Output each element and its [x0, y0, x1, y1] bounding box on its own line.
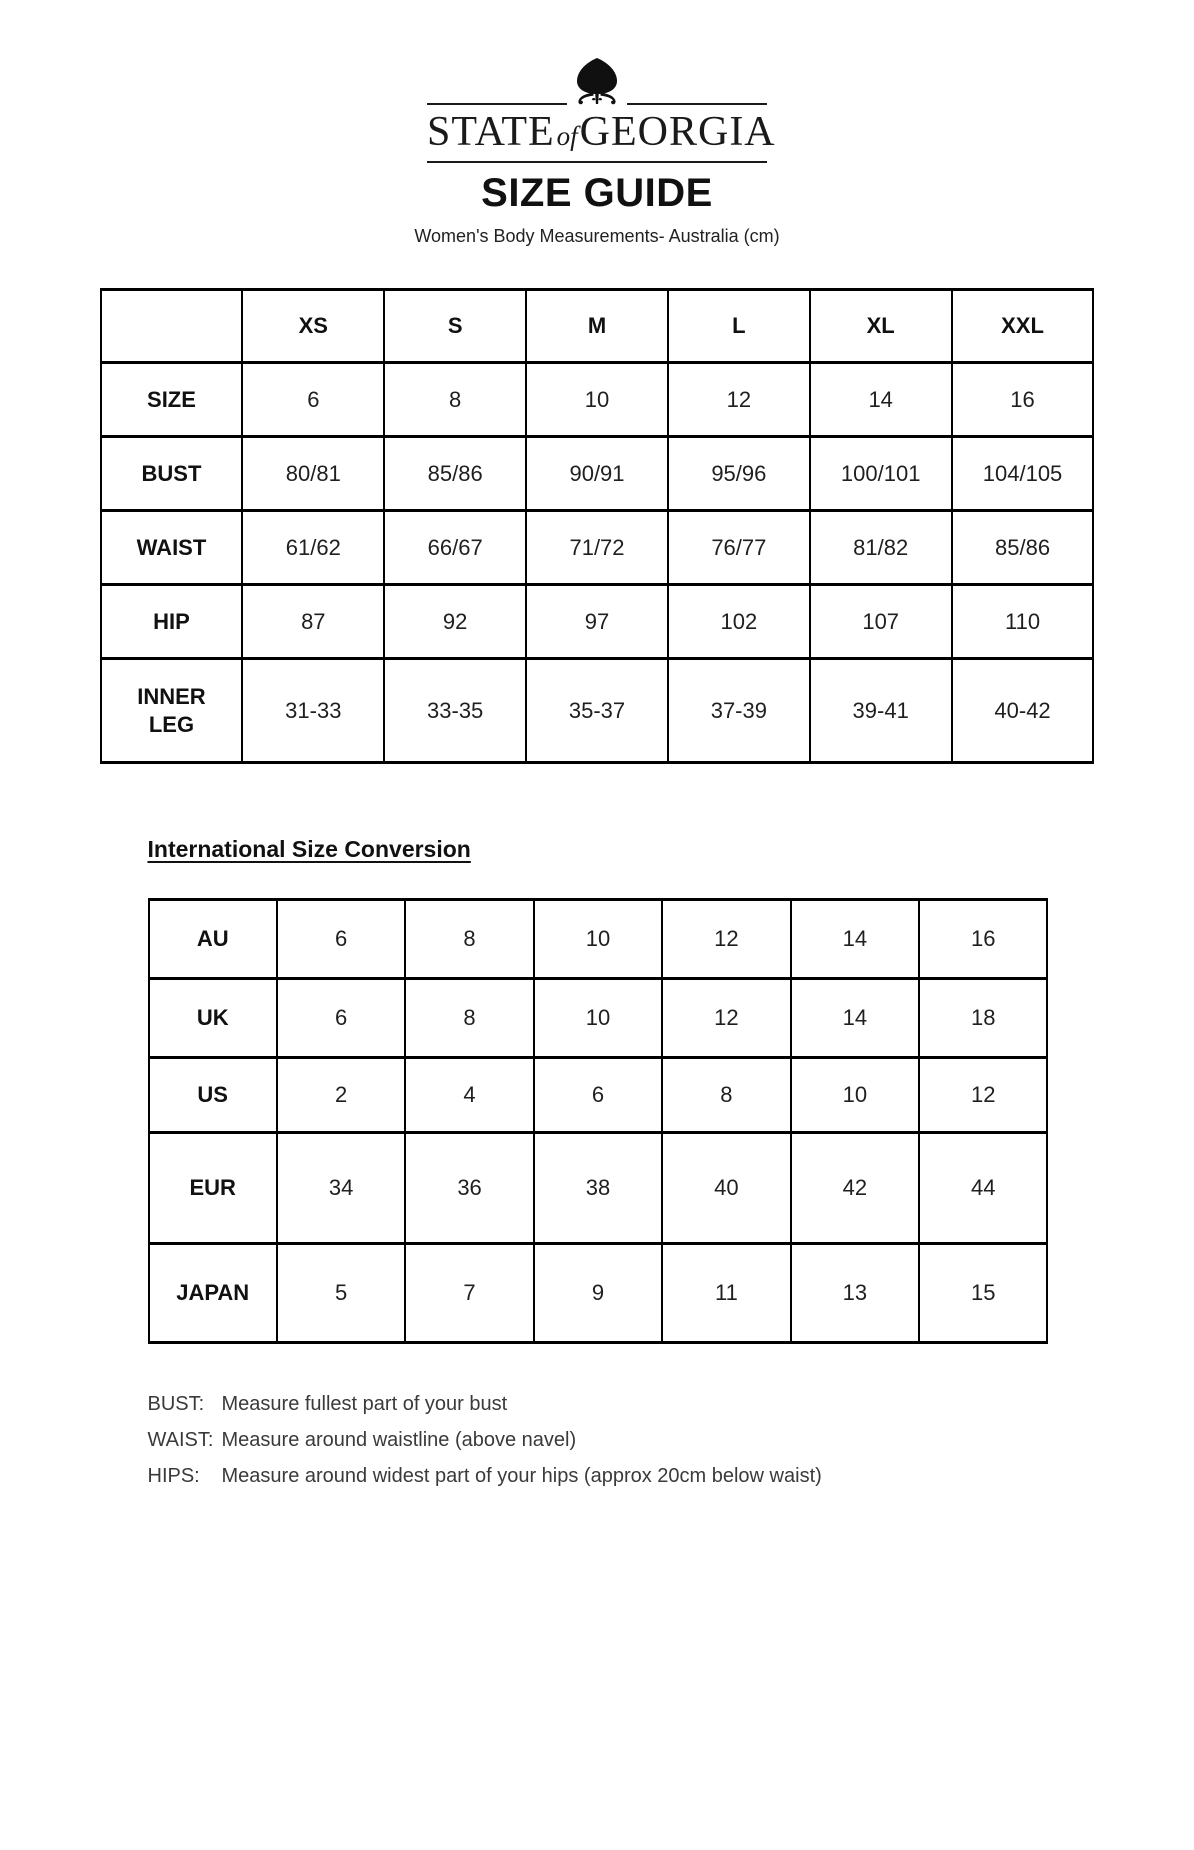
- tree-icon: [567, 58, 627, 105]
- cell-value: 71/72: [526, 511, 668, 585]
- measurement-notes: [148, 1386, 1047, 1494]
- cell-value: 15: [919, 1244, 1047, 1343]
- row-label: EUR: [149, 1133, 277, 1244]
- cell-value: 6: [534, 1058, 662, 1133]
- cell-value: 95/96: [668, 437, 810, 511]
- cell-value: 76/77: [668, 511, 810, 585]
- cell-value: 61/62: [242, 511, 384, 585]
- row-au: [149, 900, 1048, 979]
- cell-value: 110: [952, 585, 1094, 659]
- cell-value: 38: [534, 1133, 662, 1244]
- page-subtitle: Women's Body Measurements- Australia (cm): [414, 226, 780, 246]
- cell-value: 12: [662, 979, 790, 1058]
- brand-name-suffix: GEORGIA: [579, 109, 776, 155]
- cell-value: 10: [534, 979, 662, 1058]
- cell-value: 7: [405, 1244, 533, 1343]
- cell-value: 8: [405, 979, 533, 1058]
- note-waist: [148, 1422, 1047, 1458]
- row-bust: [101, 437, 1094, 511]
- cell-value: 6: [242, 363, 384, 437]
- cell-value: 8: [384, 363, 526, 437]
- cell-value: 14: [791, 900, 919, 979]
- row-uk: [149, 979, 1048, 1058]
- header-cell-xxl: XXL: [952, 290, 1094, 363]
- row-us: [149, 1058, 1048, 1133]
- cell-value: 16: [919, 900, 1047, 979]
- cell-value: 10: [791, 1058, 919, 1133]
- row-inner-leg: [101, 659, 1094, 763]
- header-cell-xs: XS: [242, 290, 384, 363]
- row-label: AU: [149, 900, 277, 979]
- row-label: JAPAN: [149, 1244, 277, 1343]
- cell-value: 6: [277, 900, 405, 979]
- cell-value: 12: [919, 1058, 1047, 1133]
- cell-value: 104/105: [952, 437, 1094, 511]
- note-bust: [148, 1386, 1047, 1422]
- cell-value: 37-39: [668, 659, 810, 763]
- measurements-table: [100, 288, 1095, 764]
- row-label: WAIST: [101, 511, 243, 585]
- cell-value: 14: [791, 979, 919, 1058]
- row-label: UK: [149, 979, 277, 1058]
- cell-value: 85/86: [384, 437, 526, 511]
- cell-value: 80/81: [242, 437, 384, 511]
- note-label: WAIST:: [147, 1429, 214, 1451]
- cell-value: 102: [668, 585, 810, 659]
- cell-value: 40-42: [952, 659, 1094, 763]
- header-cell-l: L: [668, 290, 810, 363]
- cell-value: 6: [277, 979, 405, 1058]
- cell-value: 4: [405, 1058, 533, 1133]
- cell-value: 44: [919, 1133, 1047, 1244]
- cell-value: 18: [919, 979, 1047, 1058]
- brand-logo: [427, 58, 776, 163]
- row-label: US: [149, 1058, 277, 1133]
- cell-value: 35-37: [526, 659, 668, 763]
- header-cell-m: M: [526, 290, 668, 363]
- row-label: BUST: [101, 437, 243, 511]
- page-title: SIZE GUIDE: [481, 171, 713, 215]
- header-cell-empty: [101, 290, 243, 363]
- note-label: HIPS:: [147, 1465, 200, 1487]
- cell-value: 40: [662, 1133, 790, 1244]
- note-label: BUST:: [147, 1393, 205, 1415]
- brand-name: [427, 103, 776, 159]
- row-japan: [149, 1244, 1048, 1343]
- cell-value: 12: [668, 363, 810, 437]
- cell-value: 90/91: [526, 437, 668, 511]
- cell-value: 34: [277, 1133, 405, 1244]
- cell-value: 16: [952, 363, 1094, 437]
- cell-value: 87: [242, 585, 384, 659]
- brand-name-prefix: STATE: [427, 109, 555, 155]
- cell-value: 10: [526, 363, 668, 437]
- row-waist: [101, 511, 1094, 585]
- cell-value: 5: [277, 1244, 405, 1343]
- cell-value: 12: [662, 900, 790, 979]
- cell-value: 31-33: [242, 659, 384, 763]
- logo-rule-bottom: [427, 161, 767, 163]
- cell-value: 10: [534, 900, 662, 979]
- cell-value: 107: [810, 585, 952, 659]
- note-text: Measure fullest part of your bust: [221, 1393, 508, 1415]
- cell-value: 8: [405, 900, 533, 979]
- cell-value: 33-35: [384, 659, 526, 763]
- conversion-section: [148, 833, 1047, 1494]
- row-size: [101, 363, 1094, 437]
- cell-value: 13: [791, 1244, 919, 1343]
- cell-value: 92: [384, 585, 526, 659]
- header-cell-xl: XL: [810, 290, 952, 363]
- measurements-header-row: [101, 290, 1094, 363]
- row-label: SIZE: [101, 363, 243, 437]
- cell-value: 85/86: [952, 511, 1094, 585]
- cell-value: 97: [526, 585, 668, 659]
- conversion-heading: International Size Conversion: [147, 836, 471, 862]
- row-label: HIP: [101, 585, 243, 659]
- cell-value: 100/101: [810, 437, 952, 511]
- note-text: Measure around waistline (above navel): [221, 1429, 577, 1451]
- cell-value: 66/67: [384, 511, 526, 585]
- cell-value: 11: [662, 1244, 790, 1343]
- note-text: Measure around widest part of your hips (approx 20cm below waist): [221, 1465, 822, 1487]
- cell-value: 42: [791, 1133, 919, 1244]
- cell-value: 81/82: [810, 511, 952, 585]
- row-eur: [149, 1133, 1048, 1244]
- header-cell-s: S: [384, 290, 526, 363]
- row-label: INNER LEG: [101, 659, 243, 763]
- row-hip: [101, 585, 1094, 659]
- cell-value: 2: [277, 1058, 405, 1133]
- cell-value: 9: [534, 1244, 662, 1343]
- cell-value: 39-41: [810, 659, 952, 763]
- cell-value: 8: [662, 1058, 790, 1133]
- cell-value: 14: [810, 363, 952, 437]
- note-hips: [148, 1458, 1047, 1494]
- cell-value: 36: [405, 1133, 533, 1244]
- conversion-table: [148, 898, 1049, 1344]
- brand-name-of: of: [556, 121, 578, 151]
